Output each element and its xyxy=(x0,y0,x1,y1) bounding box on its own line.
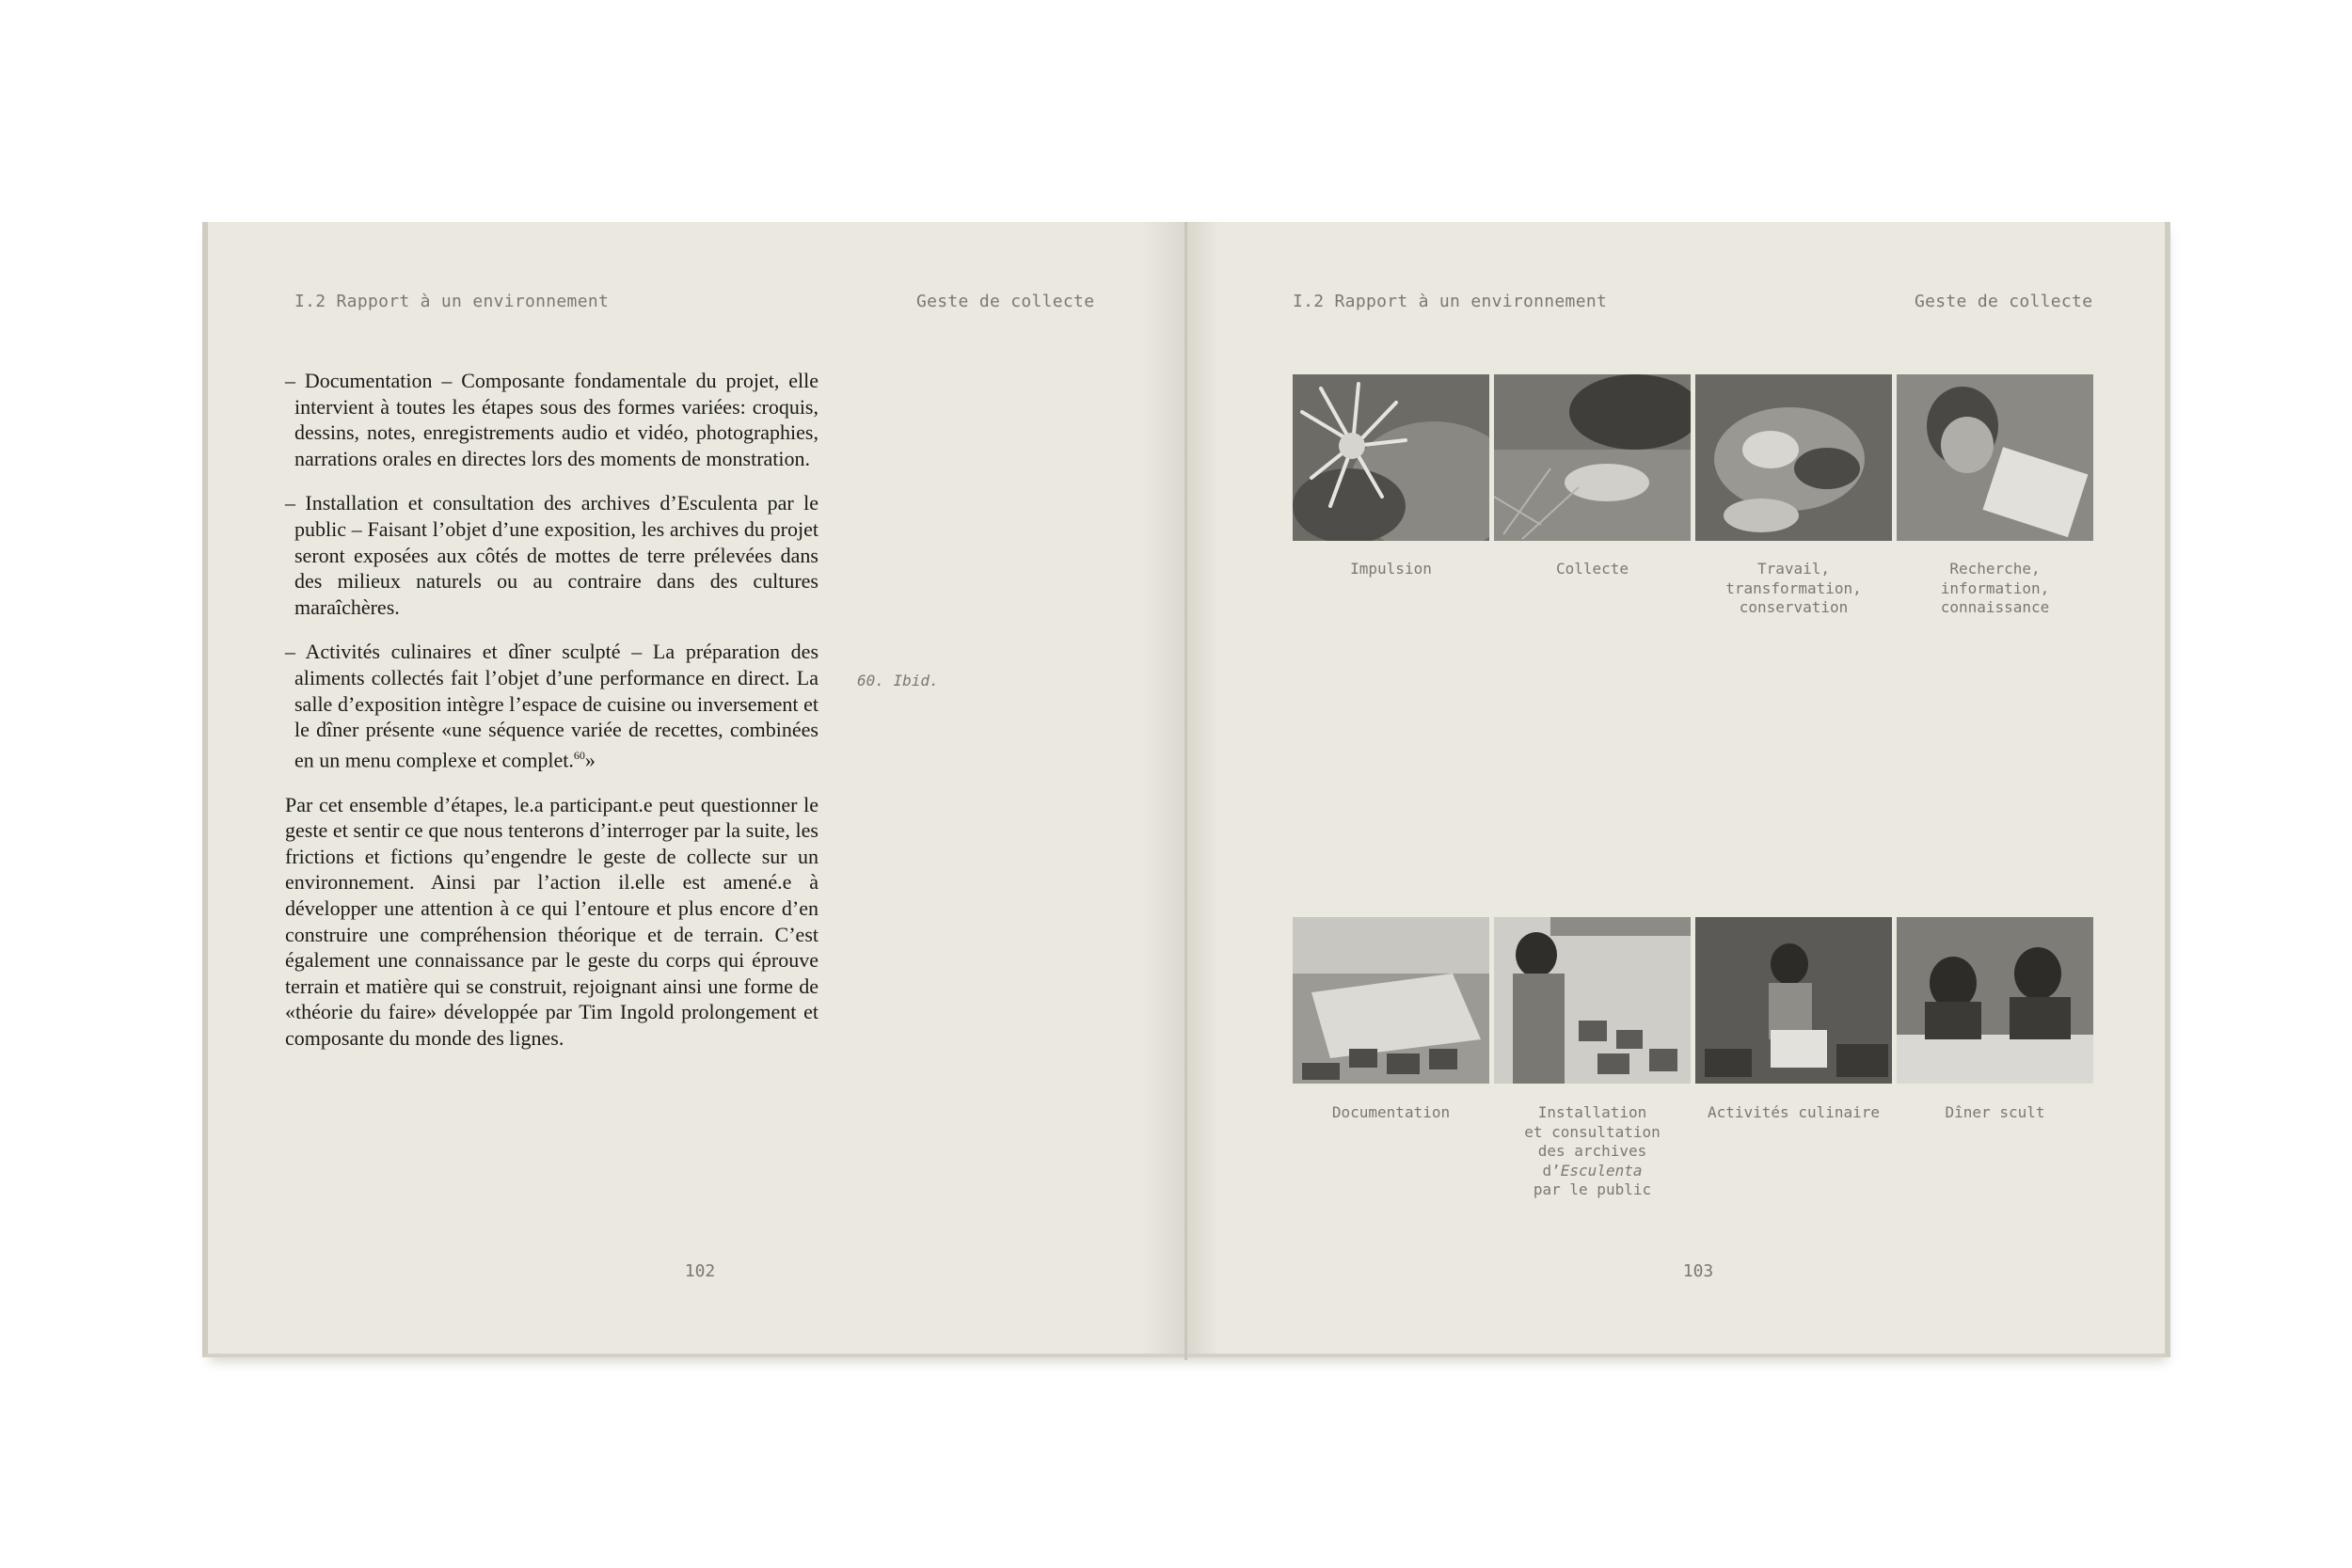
footnote: 60. Ibid. xyxy=(857,672,939,689)
running-head-chapter: I.2 Rapport à un environnement xyxy=(294,292,610,311)
caption-collecte: Collecte xyxy=(1555,560,1629,578)
caption-travail: Travail, transformation, conservation xyxy=(1725,560,1862,616)
caption-documentation: Documentation xyxy=(1331,1103,1451,1121)
left-page xyxy=(202,222,1186,1357)
photo-impulsion xyxy=(1293,374,1489,541)
running-head-section: Geste de collecte xyxy=(916,292,1095,311)
paragraph-documentation: – Documentation – Composante fondamentale du projet, elle intervient à toutes les étapes sous des formes variées: croquis, dessins, notes, enregistrements audio et vidéo, photographies, narrations orales en directes lors des moments de monstration. xyxy=(285,369,818,470)
photo-recherche xyxy=(1897,374,2093,541)
photo-installation xyxy=(1494,917,1691,1084)
right-page xyxy=(1186,222,2170,1357)
photo-diner xyxy=(1897,917,2093,1084)
footnote-reference: 60 xyxy=(573,748,585,762)
open-book xyxy=(202,222,2170,1360)
paragraph-installation: – Installation et consultation des archives d’Esculenta par le public – Faisant l’objet d’une exposition, les archives du projet seront exposées aux côtés de mottes de terre prélevées dans des milieux naturels ou au contraire dans des cultures maraîchères. xyxy=(285,491,818,619)
body-text xyxy=(285,368,818,1070)
page-number-left: 102 xyxy=(684,1261,716,1281)
book-spine xyxy=(1184,222,1187,1360)
photo-documentation xyxy=(1293,917,1489,1084)
caption-recherche: Recherche, information, connaissance xyxy=(1940,560,2050,616)
photo-travail xyxy=(1695,374,1892,541)
running-head-section: Geste de collecte xyxy=(1915,292,2093,311)
page-number-right: 103 xyxy=(1682,1261,1714,1281)
running-head-chapter: I.2 Rapport à un environnement xyxy=(1293,292,1608,311)
photo-collecte xyxy=(1494,374,1691,541)
caption-impulsion: Impulsion xyxy=(1350,560,1432,578)
paragraph-conclusion: Par cet ensemble d’étapes, le.a participant.e peut questionner le geste et sentir ce que nous tenterons d’interroger par la suite, les frictions et fictions qu’engendre le geste de collecte sur un environnement. Ainsi par l’action il.elle est amené.e à développer une attention à ce qui l’entoure et plus encore d’en construire une compréhension théorique et de terrain. C’est également une connaissance par le geste du corps qui éprouve terrain et matière qui se construit, rejoignant ainsi une forme de «théorie du faire» développée par Tim Ingold prolongement et composante du monde des lignes. xyxy=(285,792,818,1050)
caption-activites-culinaire: Activités culinaire xyxy=(1707,1103,1881,1121)
caption-installation: Installation et consultation des archives d’Esculenta par le public xyxy=(1524,1103,1661,1198)
caption-diner: Dîner scult xyxy=(1945,1103,2045,1121)
photo-activites-culinaire xyxy=(1695,917,1892,1084)
paragraph-culinary: – Activités culinaires et dîner sculpté – La préparation des aliments collectés fait l’objet d’une performance en direct. La salle d’exposition intègre l’espace de cuisine ou inversement et le dîner présente «une séquence variée de recettes, combinées en un menu complexe et complet.$^{60}$» xyxy=(285,640,818,772)
